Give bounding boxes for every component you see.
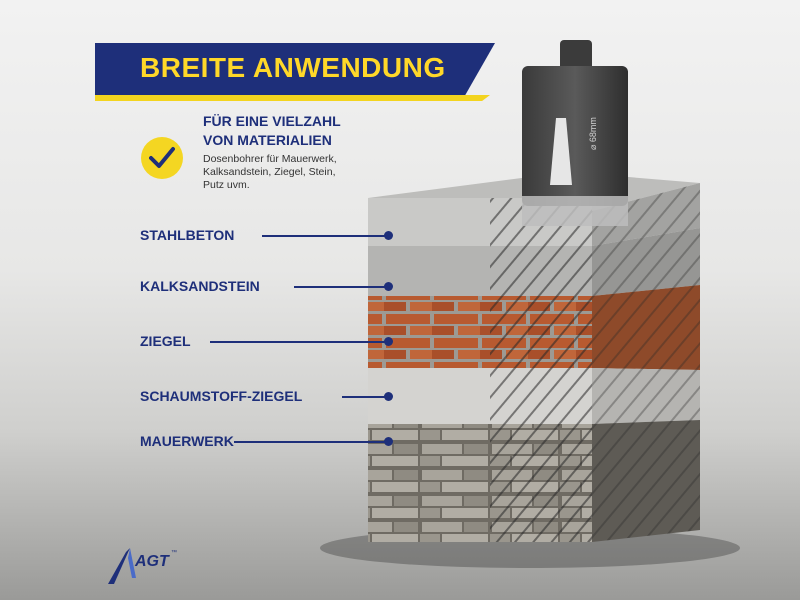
feature-title-line-2: VON MATERIALIEN: [203, 132, 332, 148]
dot-ziegel: [384, 337, 393, 346]
banner-title: BREITE ANWENDUNG: [140, 52, 446, 83]
feature-title: [203, 112, 341, 150]
dot-schaumstoff-ziegel: [384, 392, 393, 401]
cube-front-face: [368, 198, 592, 542]
label-schaumstoff-ziegel: SCHAUMSTOFF-ZIEGEL: [140, 388, 303, 404]
dot-kalksandstein: [384, 282, 393, 291]
dot-mauerwerk: [384, 437, 393, 446]
label-ziegel: ZIEGEL: [140, 333, 191, 349]
agt-logo-icon: [108, 548, 138, 588]
logo-text: AGT: [135, 553, 169, 570]
label-mauerwerk: MAUERWERK: [140, 433, 234, 449]
leader-stahlbeton: [262, 235, 386, 237]
label-kalksandstein: KALKSANDSTEIN: [140, 278, 260, 294]
leader-mauerwerk: [234, 441, 386, 443]
feature-desc-line-2: Kalksandstein, Ziegel, Stein,: [203, 166, 336, 178]
core-drill-bit[interactable]: [522, 40, 628, 226]
feature-title-line-1: FÜR EINE VIELZAHL: [203, 113, 341, 129]
label-stahlbeton: STAHLBETON: [140, 227, 235, 243]
drill-size-label: ⌀ 68mm: [588, 117, 598, 150]
check-icon: [141, 137, 183, 179]
dot-stahlbeton: [384, 231, 393, 240]
feature-desc-line-1: Dosenbohrer für Mauerwerk,: [203, 153, 337, 165]
leader-ziegel: [210, 341, 386, 343]
leader-schaumstoff-ziegel: [342, 396, 386, 398]
leader-kalksandstein: [294, 286, 386, 288]
feature-desc-line-3: Putz uvm.: [203, 179, 250, 191]
cut-hatching: [490, 198, 592, 542]
title-banner-stripe: [95, 95, 490, 101]
logo-trademark: ™: [171, 550, 177, 556]
feature-description: [203, 153, 373, 192]
cube-side-face: [592, 183, 700, 542]
